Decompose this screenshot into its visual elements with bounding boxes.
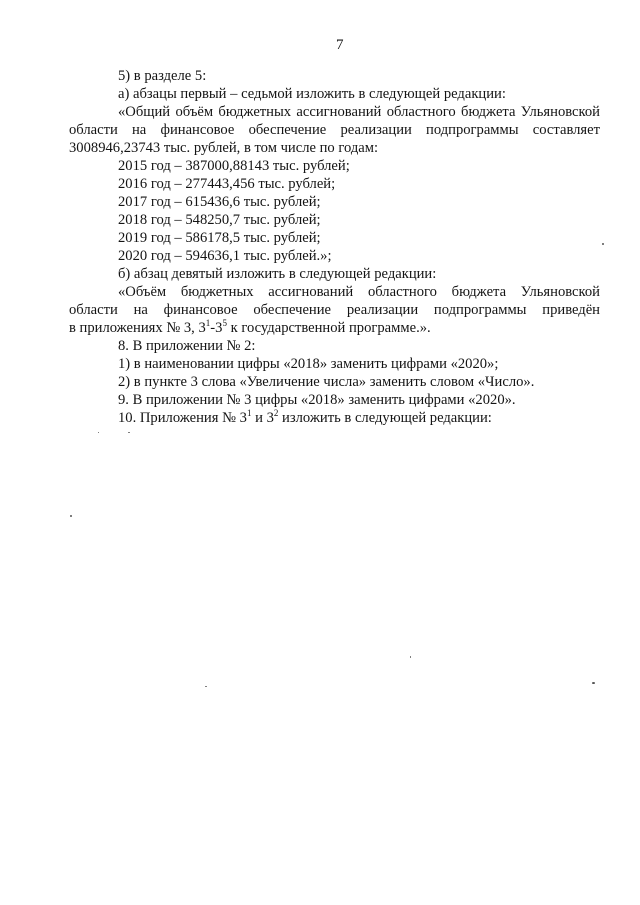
scan-speck (592, 682, 595, 684)
year-line: 2015 год – 387000,88143 тыс. рублей; (118, 158, 350, 174)
item-a: а) абзацы первый – седьмой изложить в следующей редакции: (118, 86, 506, 102)
item-b: б) абзац девятый изложить в следующей редакции: (118, 266, 437, 282)
quote1-line1: «Общий объём бюджетных ассигнований областного бюджета Ульяновской (118, 104, 600, 120)
section5-heading: 5) в разделе 5: (118, 68, 207, 84)
item8-sub1: 1) в наименовании цифры «2018» заменить цифрами «2020»; (118, 356, 499, 372)
quote2-text: к государственной программе.». (226, 320, 431, 336)
year-line: 2016 год – 277443,456 тыс. рублей; (118, 176, 336, 192)
scan-speck (98, 432, 99, 433)
item10 (118, 409, 492, 427)
superscript: 5 (222, 318, 227, 328)
item10-text: 10. Приложения № 3 (118, 410, 247, 426)
page-number: 7 (336, 37, 344, 53)
scan-speck (205, 686, 207, 687)
year-line: 2020 год – 594636,1 тыс. рублей.»; (118, 248, 332, 264)
item10-text: и 3 (251, 410, 274, 426)
quote2-line2: области на финансовое обеспечение реализации подпрограммы приведён (69, 302, 600, 318)
quote1-line3: 3008946,23743 тыс. рублей, в том числе по годам: (69, 140, 379, 156)
year-line: 2019 год – 586178,5 тыс. рублей; (118, 230, 321, 246)
item10-text: изложить в следующей редакции: (278, 410, 492, 426)
quote1-line2: области на финансовое обеспечение реализации подпрограммы составляет (69, 122, 600, 138)
scan-speck (70, 515, 72, 517)
quote2-line1: «Объём бюджетных ассигнований областного бюджета Ульяновской (118, 284, 600, 300)
quote2-text: -3 (210, 320, 223, 336)
superscript: 2 (273, 408, 279, 418)
scan-speck (128, 432, 130, 433)
item8-sub2: 2) в пункте 3 слова «Увеличение числа» заменить словом «Число». (118, 374, 535, 390)
quote2-text: в приложениях № 3, 3 (69, 320, 206, 336)
item8-heading: 8. В приложении № 2: (118, 338, 256, 354)
year-line: 2017 год – 615436,6 тыс. рублей; (118, 194, 321, 210)
superscript: 1 (205, 318, 211, 328)
item9: 9. В приложении № 3 цифры «2018» заменить цифрами «2020». (118, 392, 516, 408)
superscript: 1 (246, 408, 252, 418)
scan-speck (602, 243, 604, 245)
scan-speck (410, 656, 411, 658)
quote2-line3 (69, 319, 431, 337)
year-line: 2018 год – 548250,7 тыс. рублей; (118, 212, 321, 228)
